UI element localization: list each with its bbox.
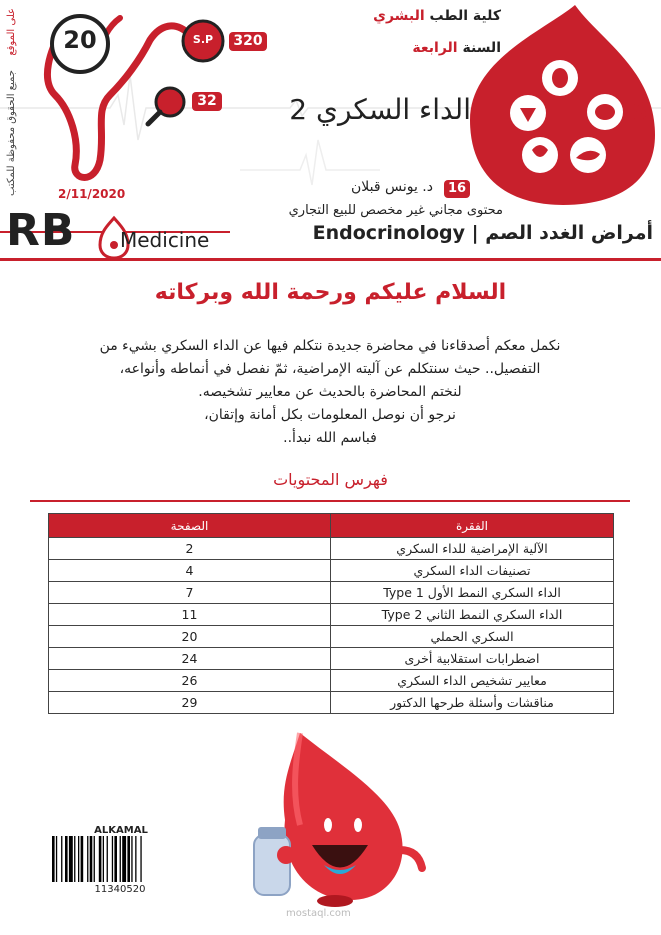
barcode-bar [61,836,62,882]
toc-header-row [49,514,614,538]
subject-arabic: أمراض الغدد الصم [485,222,653,244]
barcode-bar [81,836,84,882]
lecturer-badge: 16 [444,180,470,198]
toc-page: 11 [49,604,331,626]
toc-header-topic: الفقرة [331,514,614,538]
pages-badge: 32 [192,92,222,111]
barcode-bar [94,836,95,882]
toc-topic: الداء السكري النمط الأول Type 1 [331,582,614,604]
toc-page: 29 [49,692,331,714]
barcode-bar [87,836,88,882]
barcode-number: 11340520 [94,884,146,895]
table-row [49,692,614,714]
barcode-bar [56,836,57,882]
mascot-foot [317,895,353,907]
table-row [49,538,614,560]
barcode-bar [131,836,132,882]
toc-topic: تصنيفات الداء السكري [331,560,614,582]
lecture-title: الداء السكري 2 [289,93,471,126]
barcode-bar [74,836,75,882]
side-text-2: جميع الحقوق محفوظة للمكتب [6,70,17,196]
toc-page: 4 [49,560,331,582]
toc-page: 7 [49,582,331,604]
intro-line: نرجو أن نوصل المعلومات بكل أمانة وإتقان، [204,407,456,423]
barcode-bar [107,836,108,882]
barcode-bar [99,836,102,882]
faculty-line [373,8,501,24]
barcode-bar [120,836,121,882]
side-text: على الموقع [6,8,17,56]
barcode-bar [69,836,73,882]
toc-topic: مناقشات وأسئلة طرحها الدكتور [331,692,614,714]
year-label: السنة [462,40,501,56]
year-value: الرابعة [412,40,458,56]
intro-line: نكمل معكم أصدقاءنا في محاضرة جديدة نتكلم فيها عن الداء السكري بشيء من [99,338,561,354]
barcode-bar [135,836,136,882]
toc-page: 24 [49,648,331,670]
toc-divider [30,500,630,502]
barcode-bar [140,836,141,882]
barcode-bar [103,836,104,882]
barcode-bar [114,836,117,882]
barcode-bar [90,836,93,882]
barcode [50,825,190,895]
intro-line: التفصيل.. حيث سنتكلم عن آليته الإمراضية، ثمّ نفصل في أنماطه وأنواعه، [119,361,541,377]
mascot-body [284,733,403,900]
barcode-bar [65,836,68,882]
intro-paragraph [40,335,620,450]
lecture-header [0,0,661,262]
s-letter: S [632,100,648,125]
subject-english: Endocrinology [312,222,466,244]
free-content-notice: محتوى مجاني غير مخصص للبيع التجاري [288,203,503,218]
sp-label: S.P [192,33,214,46]
lecture-number: 20 [63,26,97,54]
greeting: السلام عليكم ورحمة الله وبركاته [154,280,507,305]
intro-line: لنختم المحاضرة بالحديث عن معايير تشخيصه. [198,384,462,400]
brand-medicine: Medicine [120,228,210,252]
lecture-date: 2/11/2020 [58,187,126,201]
toc-topic: اضطرابات استقلابية أخرى [331,648,614,670]
barcode-top-text: ALKAMAL [94,825,148,836]
table-row [49,626,614,648]
faculty-label: كلية الطب [429,8,501,24]
barcode-bar [78,836,79,882]
toc-page: 26 [49,670,331,692]
brand-rb: RB [6,205,76,256]
mascot-eye-right [354,818,362,832]
faculty-value: البشري [373,8,425,24]
toc-topic: معايير تشخيص الداء السكري [331,670,614,692]
header-divider [0,258,661,261]
mascot-eye-left [324,818,332,832]
toc-table [48,513,614,714]
intro-line: فباسم الله نبدأ.. [283,430,377,446]
subject-line [313,222,653,244]
lecturer-name: د. يونس قبلان [350,179,433,195]
table-row [49,604,614,626]
blood-drop-mascot [240,725,430,915]
subject-separator: | [471,222,479,244]
toc-topic: السكري الحملي [331,626,614,648]
barcode-bars [50,836,190,882]
sp-value-badge: 320 [229,32,267,51]
toc-page: 2 [49,538,331,560]
barcode-bar [122,836,126,882]
toc-page: 20 [49,626,331,648]
toc-topic: الآلية الإمراضية للداء السكري [331,538,614,560]
toc-header-page: الصفحة [49,514,331,538]
table-row [49,560,614,582]
toc-title: فهرس المحتويات [273,470,388,489]
year-line [412,40,501,56]
insulin-vial-icon [254,835,290,895]
barcode-bar [112,836,113,882]
table-row [49,670,614,692]
table-row [49,648,614,670]
barcode-bar [52,836,55,882]
barcode-bar [127,836,130,882]
toc-topic: الداء السكري النمط الثاني Type 2 [331,604,614,626]
watermark: mostaql.com [286,908,351,919]
table-row [49,582,614,604]
